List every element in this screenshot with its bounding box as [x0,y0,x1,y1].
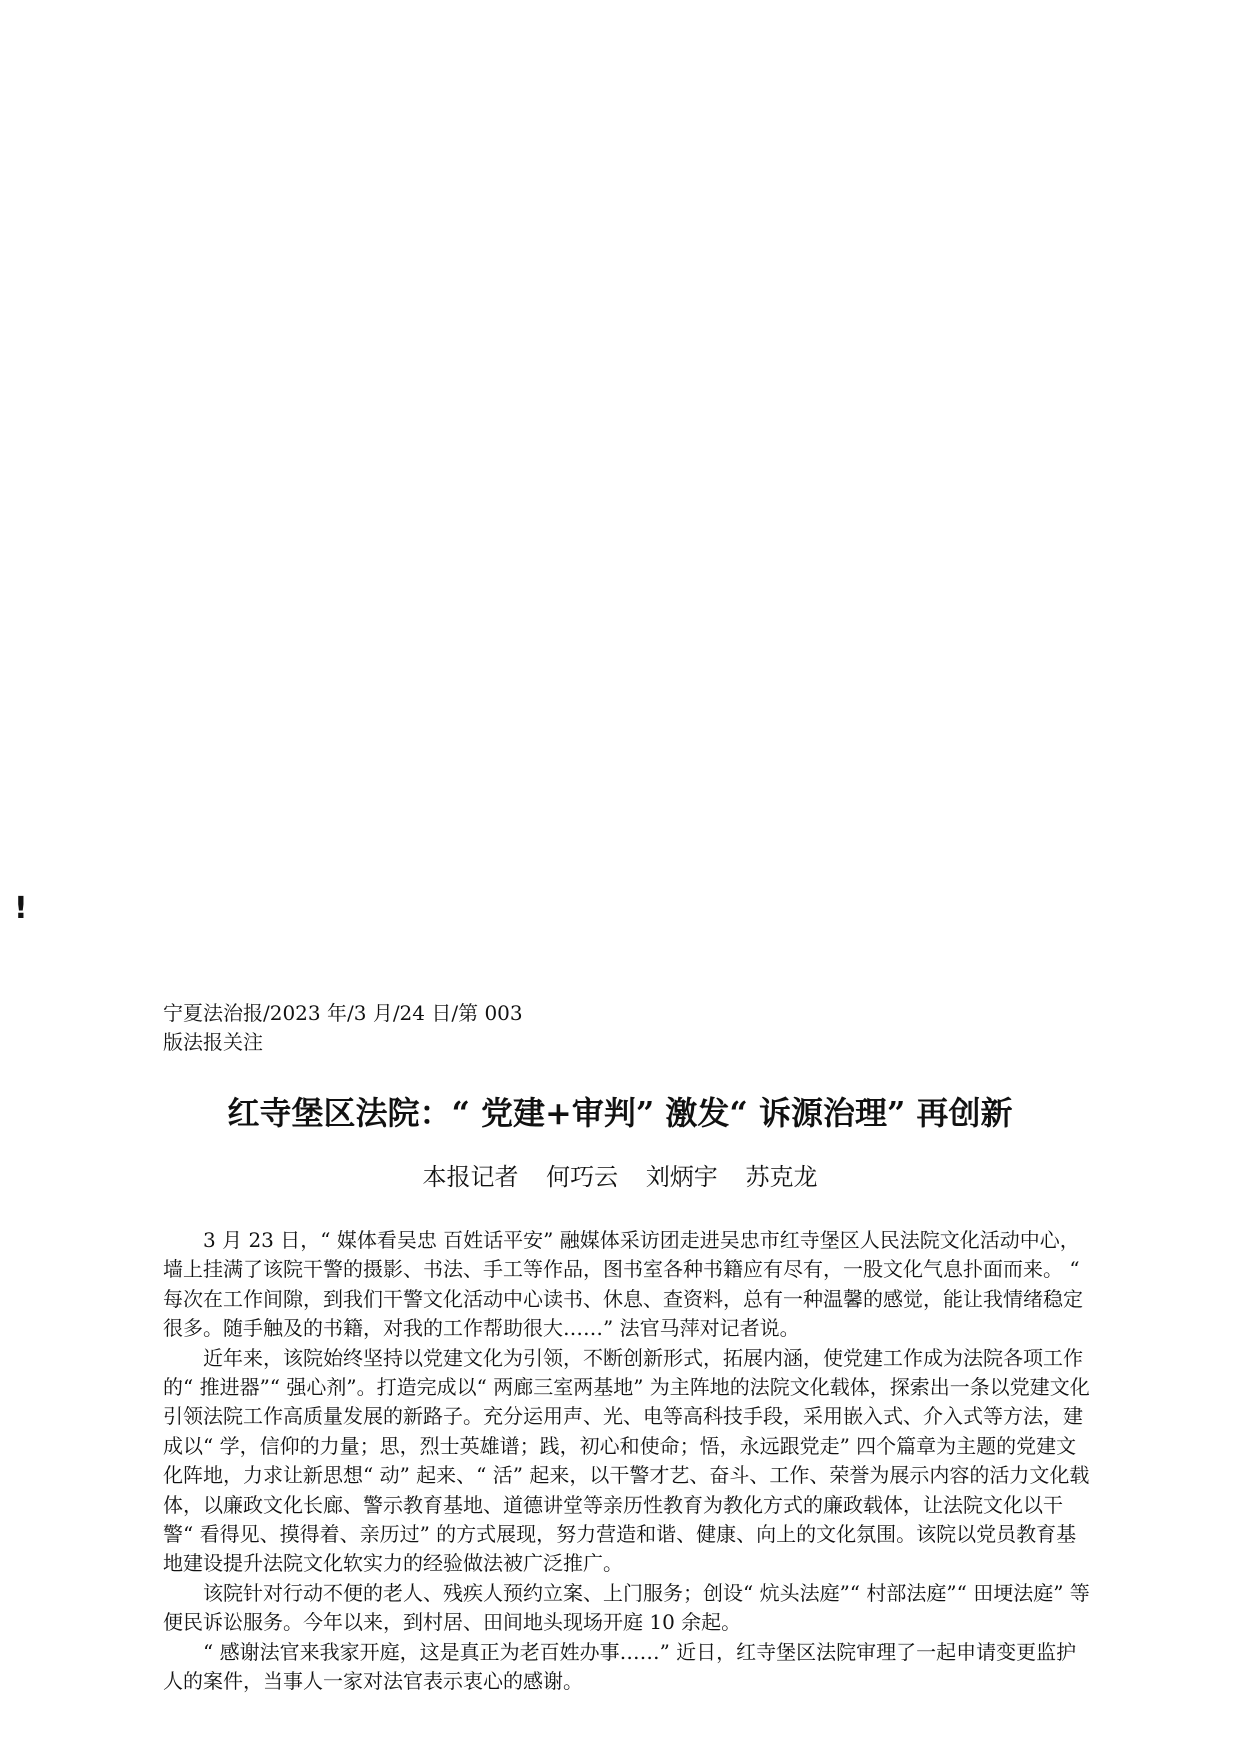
body-paragraph: 该院针对行动不便的老人、残疾人预约立案、上门服务；创设“ 炕头法庭”“ 村部法庭”“ 田埂法庭” 等便民诉讼服务。今年以来，到村居、田间地头现场开庭 10 余起。 [163,1580,1090,1635]
body-paragraph: “ 感谢法官来我家开庭，这是真正为老百姓办事……” 近日，红寺堡区法院审理了一起申请变更监护人的案件，当事人一家对法官表示衷心的感谢。 [163,1639,1077,1694]
article-body [163,1226,1093,1697]
byline [120,1162,1120,1192]
source-line-1: 宁夏法治报/2023 年/3 月/24 日/第 003 [163,1001,523,1025]
body-paragraph: 近年来，该院始终坚持以党建文化为引领，不断创新形式，拓展内涵，使党建工作成为法院各项工作的“ 推进器”“ 强心剂”。打造完成以“ 两廊三室两基地” 为主阵地的法院文化载体，探索出一条以党建文化引领法院工作高质量发展的新路子。充分运用声、光、电等高科技手段，采用嵌入式、介入式等方法，建成以“ 学，信仰的力量；思，烈士英雄谱；践，初心和使命；悟，永远跟党走” 四个篇章为主题的党建文化阵地，力求让新思想“ 动” 起来、“ 活” 起来，以干警才艺、奋斗、工作、荣誉为展示内容的活力文化载体，以廉政文化长廊、警示教育基地、道德讲堂等亲历性教育为教化方式的廉政载体，让法院文化以干警“ 看得见、摸得着、亲历过” 的方式展现，努力营造和谐、健康、向上的文化氛围。该院以党员教育基地建设提升法院文化软实力的经验做法被广泛推广。 [163,1345,1090,1576]
source-citation [163,999,583,1057]
article-headline: 红寺堡区法院：“ 党建+审判” 激发“ 诉源治理” 再创新 [227,1094,1013,1132]
byline-label: 本报记者 [422,1163,519,1191]
author-name: 苏克龙 [745,1163,818,1191]
author-name: 刘炳宇 [645,1163,718,1191]
author-name: 何巧云 [546,1163,619,1191]
body-paragraph: 3 月 23 日，“ 媒体看吴忠 百姓话平安” 融媒体采访团走进吴忠市红寺堡区人民法院文化活动中心，墙上挂满了该院干警的摄影、书法、手工等作品，图书室各种书籍应有尽有，一股文化气息扑面而来。 “ 每次在工作间隙，到我们干警文化活动中心读书、休息、查资料，总有一种温馨的感觉，能让我情绪稳定很多。随手触及的书籍，对我的工作帮助很大……” 法官马萍对记者说。 [163,1228,1083,1341]
source-line-2: 版法报关注 [163,1030,263,1054]
alert-mark: ! [14,891,28,926]
